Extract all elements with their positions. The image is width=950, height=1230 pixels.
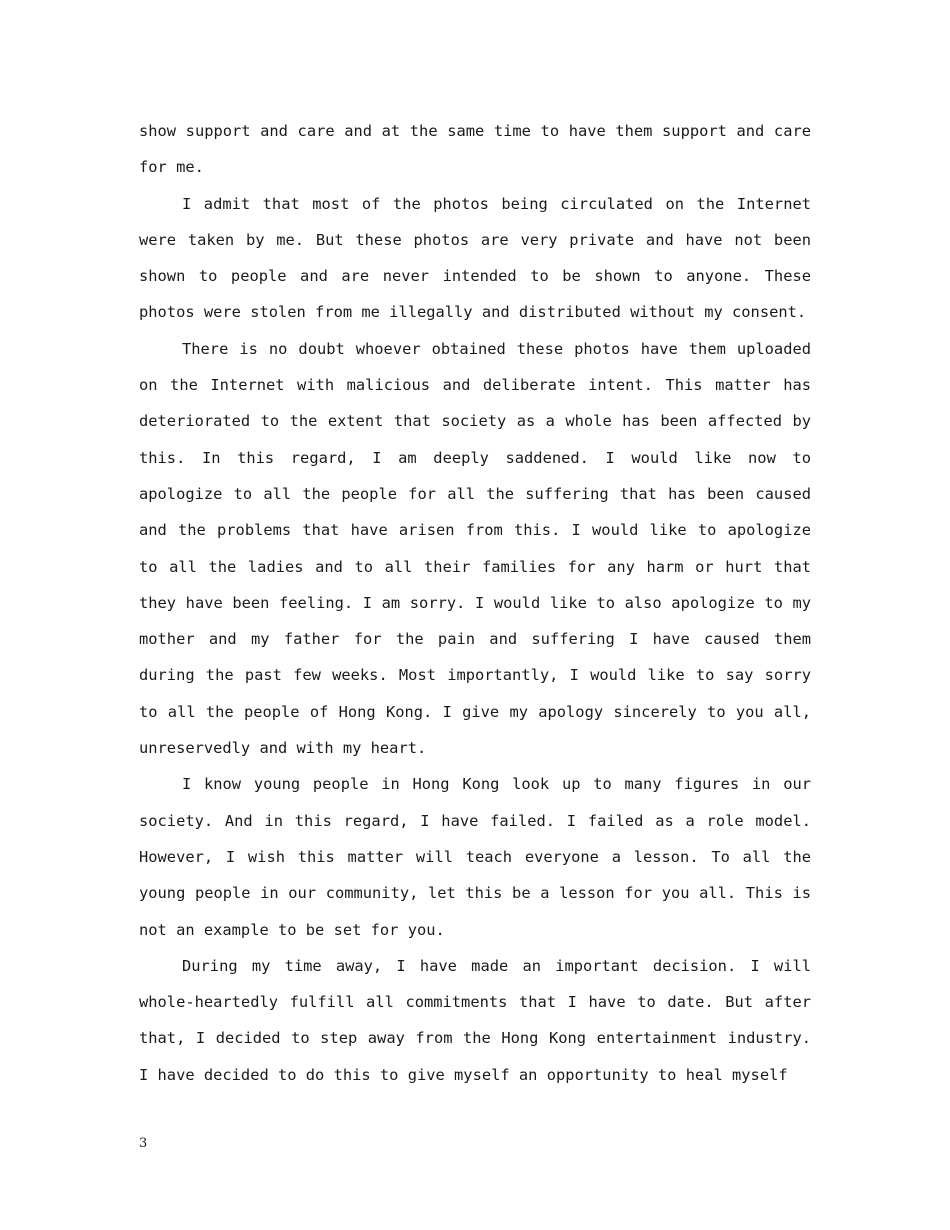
document-body (139, 113, 811, 1093)
paragraph-2: I admit that most of the photos being circulated on the Internet were taken by me. But these photos are very private and have not been shown to people and are never intended to be shown to anyone. These photos were stolen from me illegally and distributed without my consent. (139, 194, 811, 322)
paragraph-5: During my time away, I have made an important decision. I will whole-heartedly fulfill all commitments that I have to date. But after that, I decided to step away from the Hong Kong entertainment industry. I have decided to do this to give myself an opportunity to heal myself (139, 956, 811, 1084)
paragraph-4: I know young people in Hong Kong look up to many figures in our society. And in this regard, I have failed. I failed as a role model. However, I wish this matter will teach everyone a lesson. To all the young people in our community, let this be a lesson for you all. This is not an example to be set for you. (139, 775, 811, 939)
paragraph-1: show support and care and at the same time to have them support and care for me. (139, 122, 811, 177)
paragraph-3: There is no doubt whoever obtained these photos have them uploaded on the Internet with malicious and deliberate intent. This matter has deteriorated to the extent that society as a whole has been affected by this. In this regard, I am deeply saddened. I would like now to apologize to all the people for all the suffering that has been caused and the problems that have arisen from this. I would like to apologize to all the ladies and to all their families for any harm or hurt that they have been feeling. I am sorry. I would like to also apologize to my mother and my father for the pain and suffering I have caused them during the past few weeks. Most importantly, I would like to say sorry to all the people of Hong Kong. I give my apology sincerely to you all, unreservedly and with my heart. (139, 339, 811, 758)
page-number: 3 (139, 1136, 148, 1151)
